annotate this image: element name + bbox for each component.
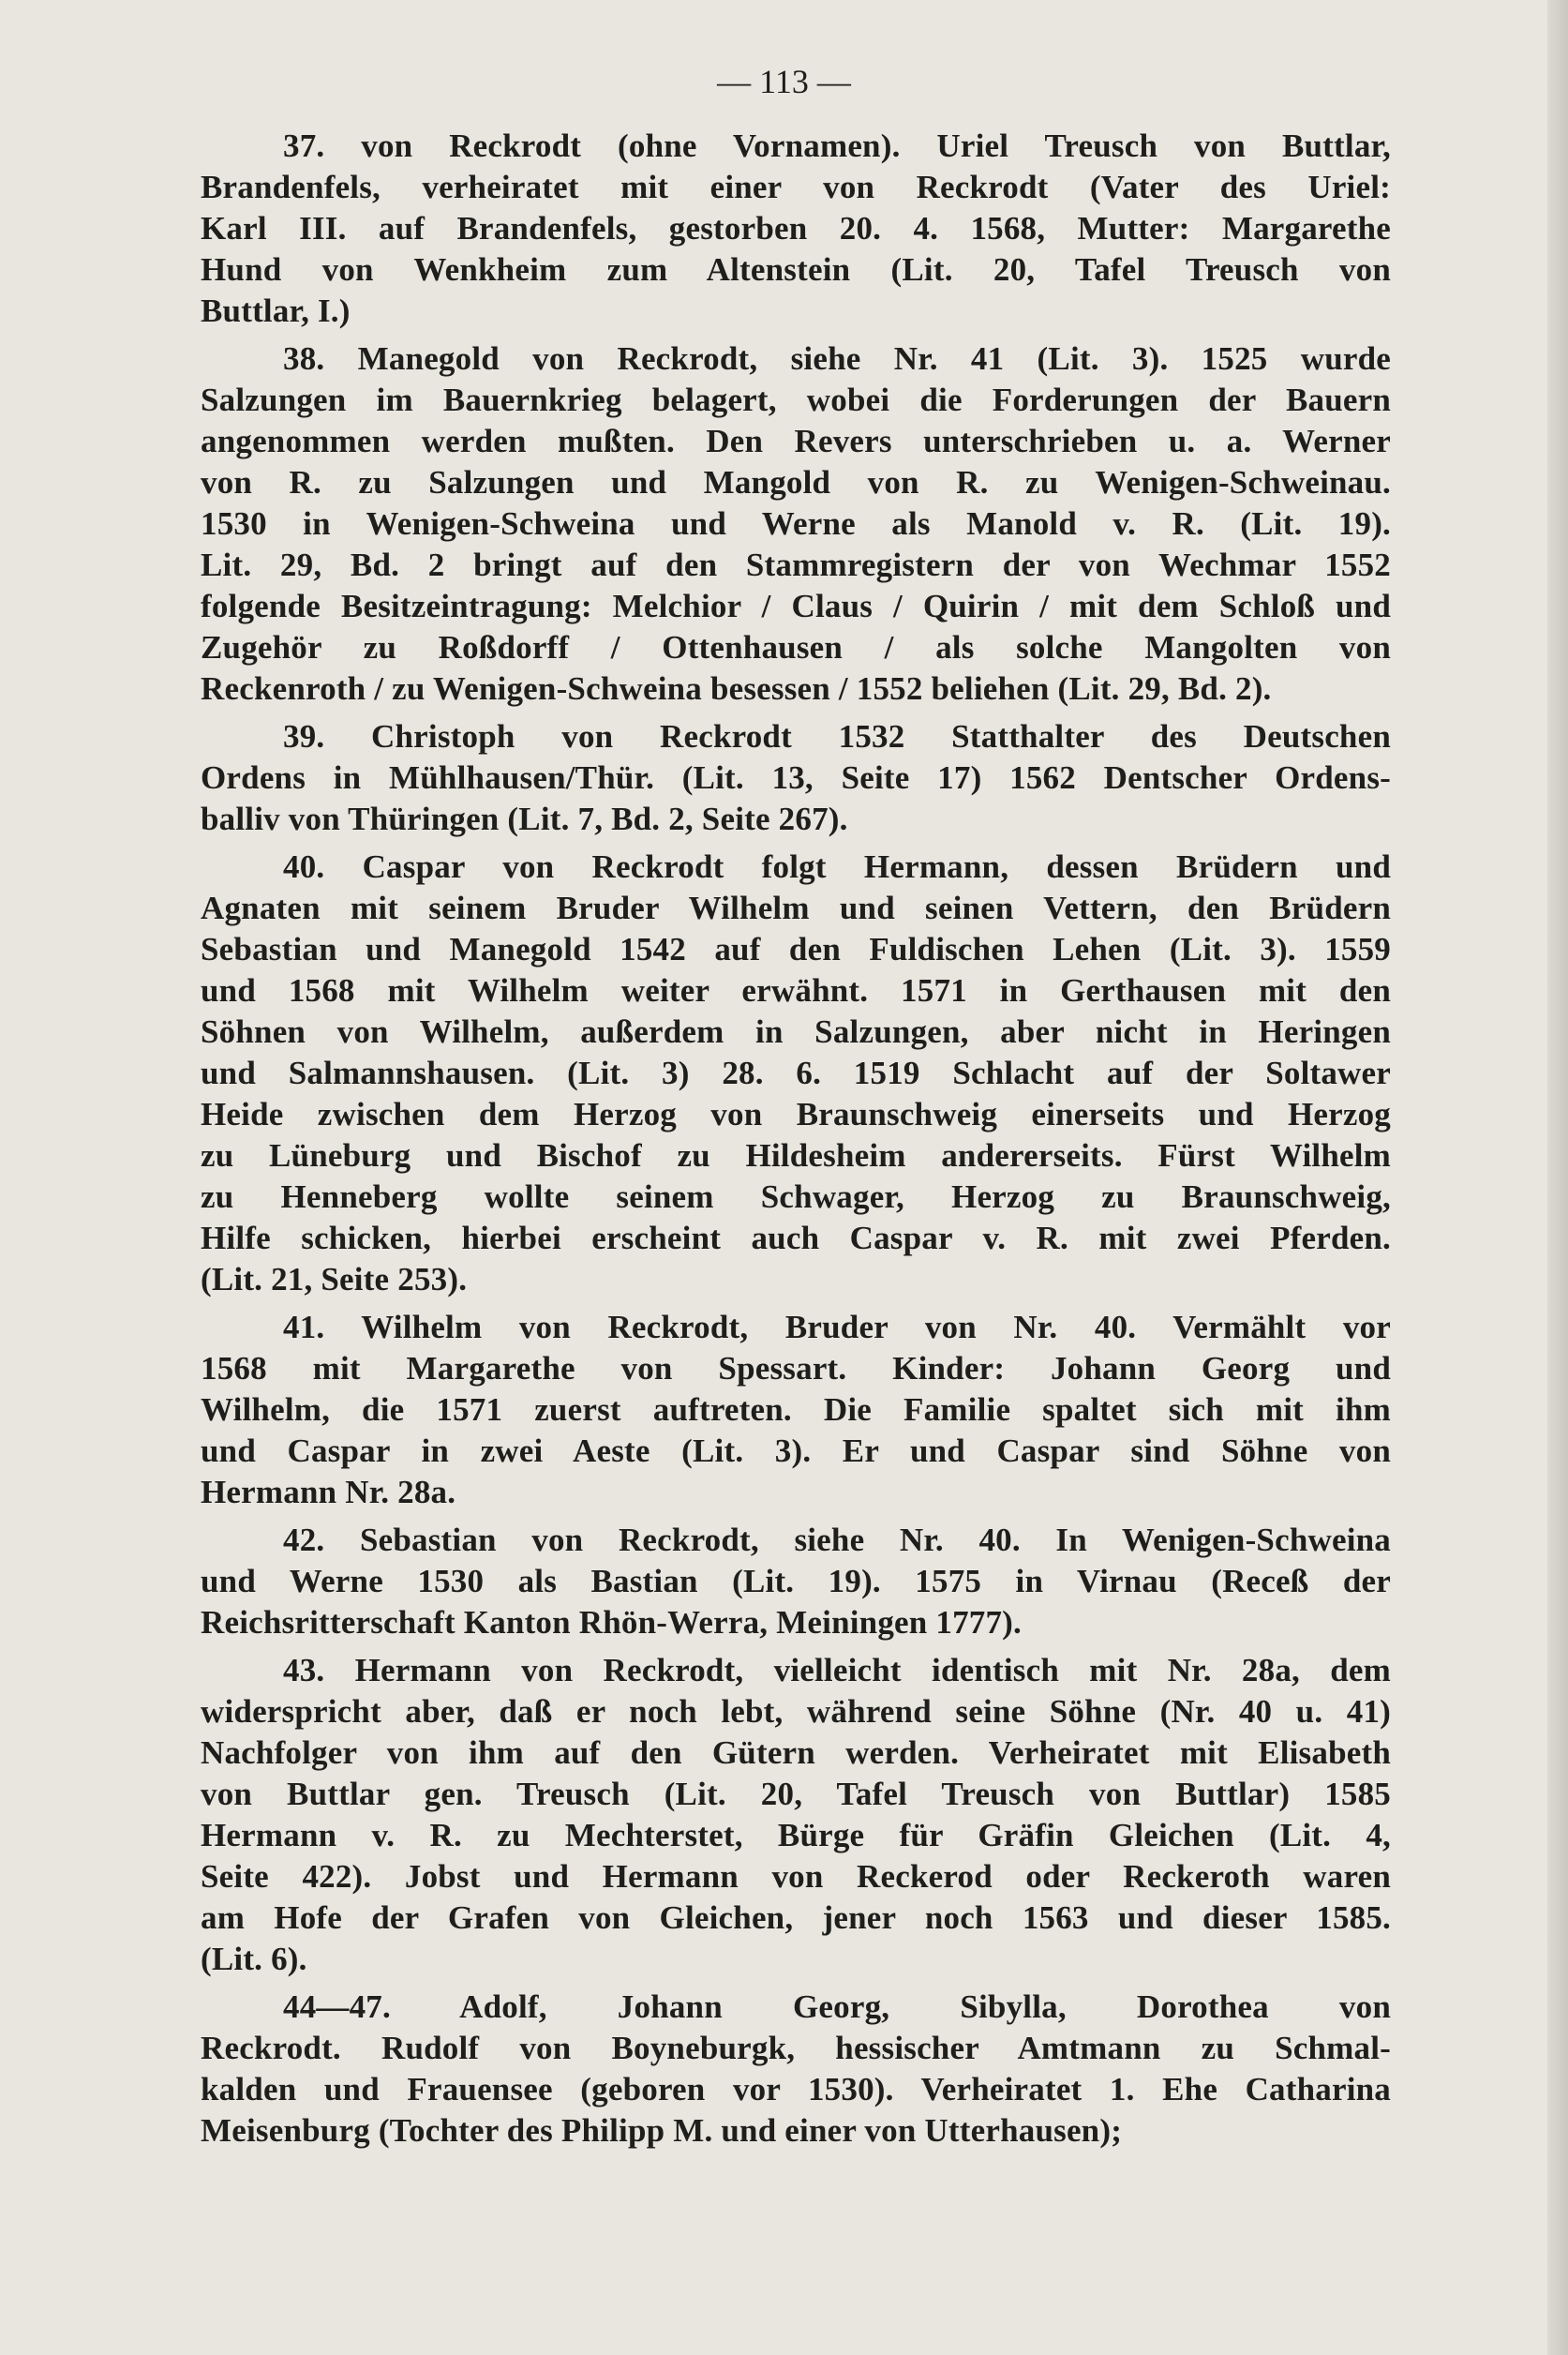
text-line: Lit. 29, Bd. 2 bringt auf den Stammregistern der von Wechmar 1552 — [201, 547, 1391, 583]
text-line: folgende Besitzeintragung: Melchior / Claus / Quirin / mit dem Schloß und — [201, 588, 1391, 624]
text-line: Seite 422). Jobst und Hermann von Reckerod oder Reckeroth waren — [201, 1858, 1391, 1895]
text-line: Reckenroth / zu Wenigen-Schweina besessen / 1552 beliehen (Lit. 29, Bd. 2). — [201, 670, 1272, 707]
paragraph — [201, 716, 1391, 840]
text-line: 40. Caspar von Reckrodt folgt Hermann, dessen Brüdern und — [283, 848, 1391, 885]
text-line: und 1568 mit Wilhelm weiter erwähnt. 1571 in Gerthausen mit den — [201, 972, 1391, 1009]
text-line: widerspricht aber, daß er noch lebt, während seine Söhne (Nr. 40 u. 41) — [201, 1693, 1391, 1730]
text-line: 1530 in Wenigen-Schweina und Werne als Manold v. R. (Lit. 19). — [201, 505, 1391, 542]
text-line: 1568 mit Margarethe von Spessart. Kinder: Johann Georg und — [201, 1350, 1391, 1387]
text-line: Hermann v. R. zu Mechterstet, Bürge für Gräfin Gleichen (Lit. 4, — [201, 1817, 1391, 1853]
text-line: am Hofe der Grafen von Gleichen, jener noch 1563 und dieser 1585. — [201, 1899, 1391, 1936]
paragraph — [201, 1307, 1391, 1513]
text-line: Hermann Nr. 28a. — [201, 1474, 456, 1510]
text-line: (Lit. 21, Seite 253). — [201, 1261, 468, 1298]
text-line: Reichsritterschaft Kanton Rhön-Werra, Meiningen 1777). — [201, 1604, 1022, 1641]
page-body — [201, 126, 1391, 2158]
text-line: Ordens in Mühlhausen/Thür. (Lit. 13, Seite 17) 1562 Dentscher Ordens- — [201, 759, 1391, 796]
page-edge — [1547, 0, 1568, 2355]
text-line: (Lit. 6). — [201, 1941, 307, 1977]
text-line: Hilfe schicken, hierbei erscheint auch Caspar v. R. mit zwei Pferden. — [201, 1220, 1391, 1256]
text-line: Brandenfels, verheiratet mit einer von Reckrodt (Vater des Uriel: — [201, 169, 1391, 205]
text-line: Söhnen von Wilhelm, außerdem in Salzungen, aber nicht in Heringen — [201, 1013, 1391, 1050]
text-line: und Salmannshausen. (Lit. 3) 28. 6. 1519 Schlacht auf der Soltawer — [201, 1055, 1391, 1091]
text-line: 44—47. Adolf, Johann Georg, Sibylla, Dorothea von — [283, 1988, 1391, 2025]
text-line: Salzungen im Bauernkrieg belagert, wobei die Forderungen der Bauern — [201, 382, 1391, 418]
text-line: 37. von Reckrodt (ohne Vornamen). Uriel Treusch von Buttlar, — [283, 128, 1391, 164]
text-line: 42. Sebastian von Reckrodt, siehe Nr. 40. In Wenigen-Schweina — [283, 1522, 1391, 1558]
paragraph — [201, 1520, 1391, 1643]
text-line: Zugehör zu Roßdorff / Ottenhausen / als solche Mangolten von — [201, 629, 1391, 666]
text-line: zu Henneberg wollte seinem Schwager, Herzog zu Braunschweig, — [201, 1178, 1391, 1215]
text-line: und Caspar in zwei Aeste (Lit. 3). Er und Caspar sind Söhne von — [201, 1432, 1391, 1469]
text-line: Meisenburg (Tochter des Philipp M. und einer von Utterhausen); — [201, 2112, 1123, 2149]
paragraph — [201, 338, 1391, 710]
paragraph — [201, 126, 1391, 332]
text-line: Nachfolger von ihm auf den Gütern werden. Verheiratet mit Elisabeth — [201, 1734, 1391, 1771]
paragraph — [201, 1987, 1391, 2152]
text-line: 41. Wilhelm von Reckrodt, Bruder von Nr. 40. Vermählt vor — [283, 1309, 1391, 1345]
text-line: Karl III. auf Brandenfels, gestorben 20. 4. 1568, Mutter: Margarethe — [201, 210, 1391, 247]
text-line: von R. zu Salzungen und Mangold von R. zu Wenigen-Schweinau. — [201, 464, 1391, 501]
text-line: und Werne 1530 als Bastian (Lit. 19). 1575 in Virnau (Receß der — [201, 1563, 1391, 1599]
text-line: balliv von Thüringen (Lit. 7, Bd. 2, Seite 267). — [201, 801, 848, 837]
text-line: Heide zwischen dem Herzog von Braunschweig einerseits und Herzog — [201, 1096, 1391, 1132]
text-line: 38. Manegold von Reckrodt, siehe Nr. 41 (Lit. 3). 1525 wurde — [283, 340, 1391, 377]
text-line: 43. Hermann von Reckrodt, vielleicht identisch mit Nr. 28a, dem — [283, 1652, 1391, 1688]
text-line: Reckrodt. Rudolf von Boyneburgk, hessischer Amtmann zu Schmal- — [201, 2030, 1391, 2066]
paragraph — [201, 1650, 1391, 1980]
text-line: Wilhelm, die 1571 zuerst auftreten. Die Familie spaltet sich mit ihm — [201, 1391, 1391, 1428]
text-line: kalden und Frauensee (geboren vor 1530). Verheiratet 1. Ehe Catharina — [201, 2071, 1391, 2108]
page-number: — 113 — — [717, 63, 851, 100]
text-line: Buttlar, I.) — [201, 292, 351, 329]
paragraph — [201, 847, 1391, 1300]
text-line: 39. Christoph von Reckrodt 1532 Statthalter des Deutschen — [283, 718, 1391, 755]
text-line: von Buttlar gen. Treusch (Lit. 20, Tafel Treusch von Buttlar) 1585 — [201, 1776, 1391, 1812]
text-line: angenommen werden mußten. Den Revers unterschrieben u. a. Werner — [201, 423, 1391, 459]
text-line: zu Lüneburg und Bischof zu Hildesheim andererseits. Fürst Wilhelm — [201, 1137, 1391, 1174]
text-line: Hund von Wenkheim zum Altenstein (Lit. 20, Tafel Treusch von — [201, 251, 1391, 288]
text-line: Agnaten mit seinem Bruder Wilhelm und seinen Vettern, den Brüdern — [201, 890, 1391, 926]
text-line: Sebastian und Manegold 1542 auf den Fuldischen Lehen (Lit. 3). 1559 — [201, 931, 1391, 968]
